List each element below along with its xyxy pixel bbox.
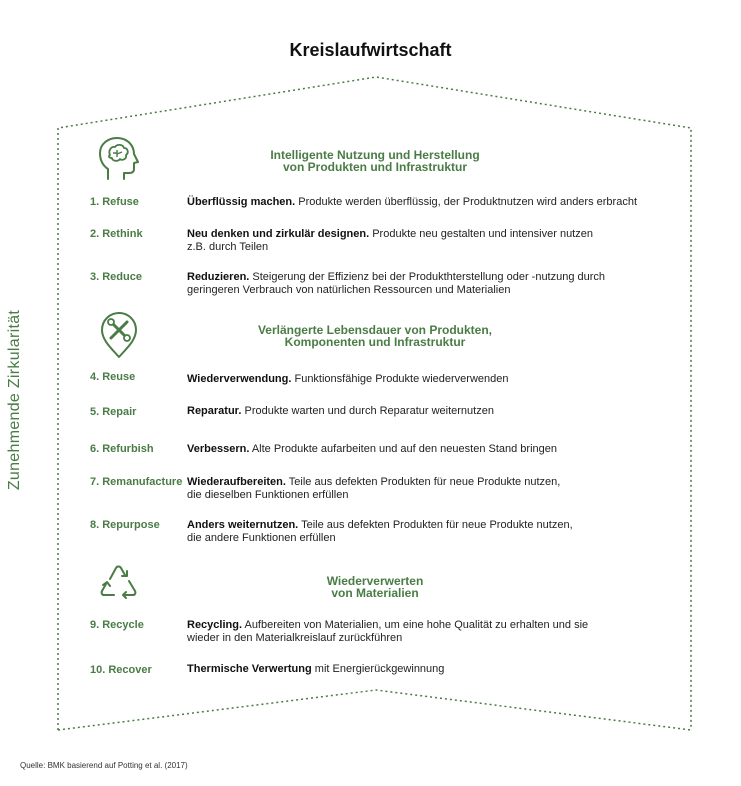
source-note: Quelle: BMK basierend auf Potting et al. (2017) bbox=[20, 761, 188, 770]
step-desc-repurpose: Anders weiternutzen. Teile aus defekten Produkten für neue Produkte nutzen, die andere Funktionen erfüllen bbox=[187, 519, 573, 544]
step-desc-reuse: Wiederverwendung. Funktionsfähige Produkte wiederverwenden bbox=[187, 373, 509, 385]
step-desc-reduce: Reduzieren. Steigerung der Effizienz bei der Produkthterstellung oder -nutzung durch geringeren Verbrauch von natürlichen Ressourcen und Materialien bbox=[187, 271, 606, 296]
recycle-icon bbox=[96, 561, 142, 605]
brain-head-icon bbox=[96, 135, 140, 181]
step-desc-refurbish: Verbessern. Alte Produkte aufarbeiten und auf den neuesten Stand bringen bbox=[187, 443, 557, 455]
step-label-reuse: 4. Reuse bbox=[90, 371, 136, 383]
step-desc-remanufacture: Wiederaufbereiten. Teile aus defekten Produkten für neue Produkte nutzen, die dieselben Funktionen erfüllen bbox=[187, 476, 561, 501]
step-label-recycle: 9. Recycle bbox=[90, 619, 144, 631]
section-heading-1: Intelligente Nutzung und Herstellung von Produkten und Infrastruktur bbox=[270, 148, 480, 174]
section-heading-2: Verlängerte Lebensdauer von Produkten, Komponenten und Infrastruktur bbox=[257, 323, 493, 349]
tools-pin-icon bbox=[98, 311, 140, 359]
step-label-refuse: 1. Refuse bbox=[90, 196, 139, 208]
step-desc-recover: Thermische Verwertung mit Energierückgewinnung bbox=[187, 663, 445, 675]
step-label-refurbish: 6. Refurbish bbox=[90, 443, 154, 455]
step-label-remanufacture: 7. Remanufacture bbox=[90, 476, 183, 488]
step-desc-recycle: Recycling. Aufbereiten von Materialien, um eine hohe Qualität zu erhalten und sie wieder in den Materialkreislauf zurückführen bbox=[187, 619, 589, 644]
step-label-recover: 10. Recover bbox=[90, 664, 152, 676]
section-heading-3: Wiederverwerten von Materialien bbox=[326, 574, 424, 600]
step-desc-repair: Reparatur. Produkte warten und durch Reparatur weiternutzen bbox=[187, 405, 494, 417]
side-axis-label: Zunehmende Zirkularität bbox=[6, 309, 23, 491]
step-label-repair: 5. Repair bbox=[90, 406, 137, 418]
step-label-repurpose: 8. Repurpose bbox=[90, 519, 160, 531]
step-label-reduce: 3. Reduce bbox=[90, 271, 142, 283]
page-title: Kreislaufwirtschaft bbox=[289, 40, 452, 60]
step-desc-rethink: Neu denken und zirkulär designen. Produkte neu gestalten und intensiver nutzen z.B. durch Teilen bbox=[187, 228, 593, 253]
step-desc-refuse: Überflüssig machen. Produkte werden überflüssig, der Produktnutzen wird anders erbracht bbox=[187, 196, 637, 208]
step-label-rethink: 2. Rethink bbox=[90, 228, 143, 240]
